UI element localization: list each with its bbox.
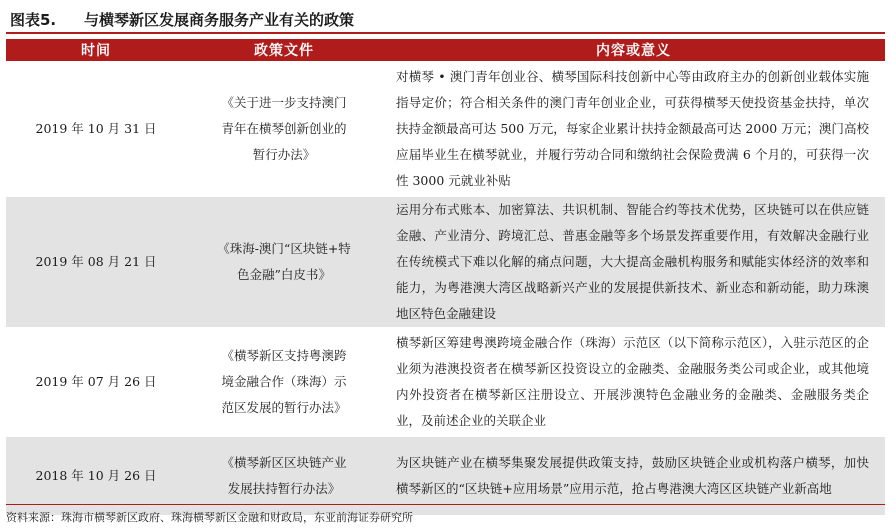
row-document: 《横琴新区区块链产业发展扶持暂行办法》: [186, 437, 382, 515]
policy-table: [6, 36, 885, 518]
figure-title: 与横琴新区发展商务服务产业有关的政策: [84, 11, 355, 29]
header-content: 内容或意义: [382, 39, 885, 61]
title-divider: [6, 32, 885, 34]
header-time: 时间: [6, 39, 186, 61]
row-time: 2019 年 08 月 21 日: [6, 197, 186, 327]
footer-divider: [6, 504, 885, 505]
row-document: 《横琴新区支持粤澳跨境金融合作（珠海）示范区发展的暂行办法》: [186, 330, 382, 434]
table-header-row: [6, 39, 885, 61]
table-row: [6, 197, 885, 327]
row-content: 运用分布式账本、加密算法、共识机制、智能合约等技术优势，区块链可以在供应链金融、产业清分、跨境汇总、普惠金融等多个场景发挥重要作用，有效解决金融行业在传统模式下难以化解的痛点问题，大大提高金融机构服务和赋能实体经济的效率和能力，为粤港澳大湾区战略新兴产业的发展提供新技术、新业态和新动能，助力珠澳地区特色金融建设: [382, 197, 885, 327]
table-row: [6, 64, 885, 194]
source-note: 资料来源：珠海市横琴新区政府、珠海横琴新区金融和财政局，东亚前海证券研究所: [6, 511, 413, 524]
row-content: 为区块链产业在横琴集聚发展提供政策支持，鼓励区块链企业或机构落户横琴，加快横琴新区的“区块链+应用场景”应用示范，抢占粤港澳大湾区区块链产业新高地: [382, 437, 885, 515]
table-row: [6, 330, 885, 434]
row-document: 《关于进一步支持澳门青年在横琴创新创业的暂行办法》: [186, 64, 382, 194]
figure-number: 图表5.: [10, 11, 57, 29]
row-content: 对横琴 • 澳门青年创业谷、横琴国际科技创新中心等由政府主办的创新创业载体实施指导定价；符合相关条件的澳门青年创业企业，可获得横琴天使投资基金扶持，单次扶持金额最高可达 500 万元，每家企业累计扶持金额最高可达 2000 万元；澳门高校应届毕业生在横琴就业，并履行劳动合同和缴纳社会保险费满 6 个月的，可获得一次性 3000 元就业补贴: [382, 64, 885, 194]
row-document: 《珠海-澳门“区块链+特色金融”白皮书》: [186, 197, 382, 327]
figure-title-bar: [6, 4, 885, 30]
row-time: 2019 年 07 月 26 日: [6, 330, 186, 434]
row-time: 2019 年 10 月 31 日: [6, 64, 186, 194]
row-content: 横琴新区筹建粤澳跨境金融合作（珠海）示范区（以下简称示范区），入驻示范区的企业须为港澳投资者在横琴新区投资设立的金融类、金融服务类公司或企业，或其他境内外投资者在横琴新区注册设立、开展涉澳特色金融业务的金融类、金融服务类企业，及前述企业的关联企业: [382, 330, 885, 434]
row-time: 2018 年 10 月 26 日: [6, 437, 186, 515]
header-document: 政策文件: [186, 39, 382, 61]
